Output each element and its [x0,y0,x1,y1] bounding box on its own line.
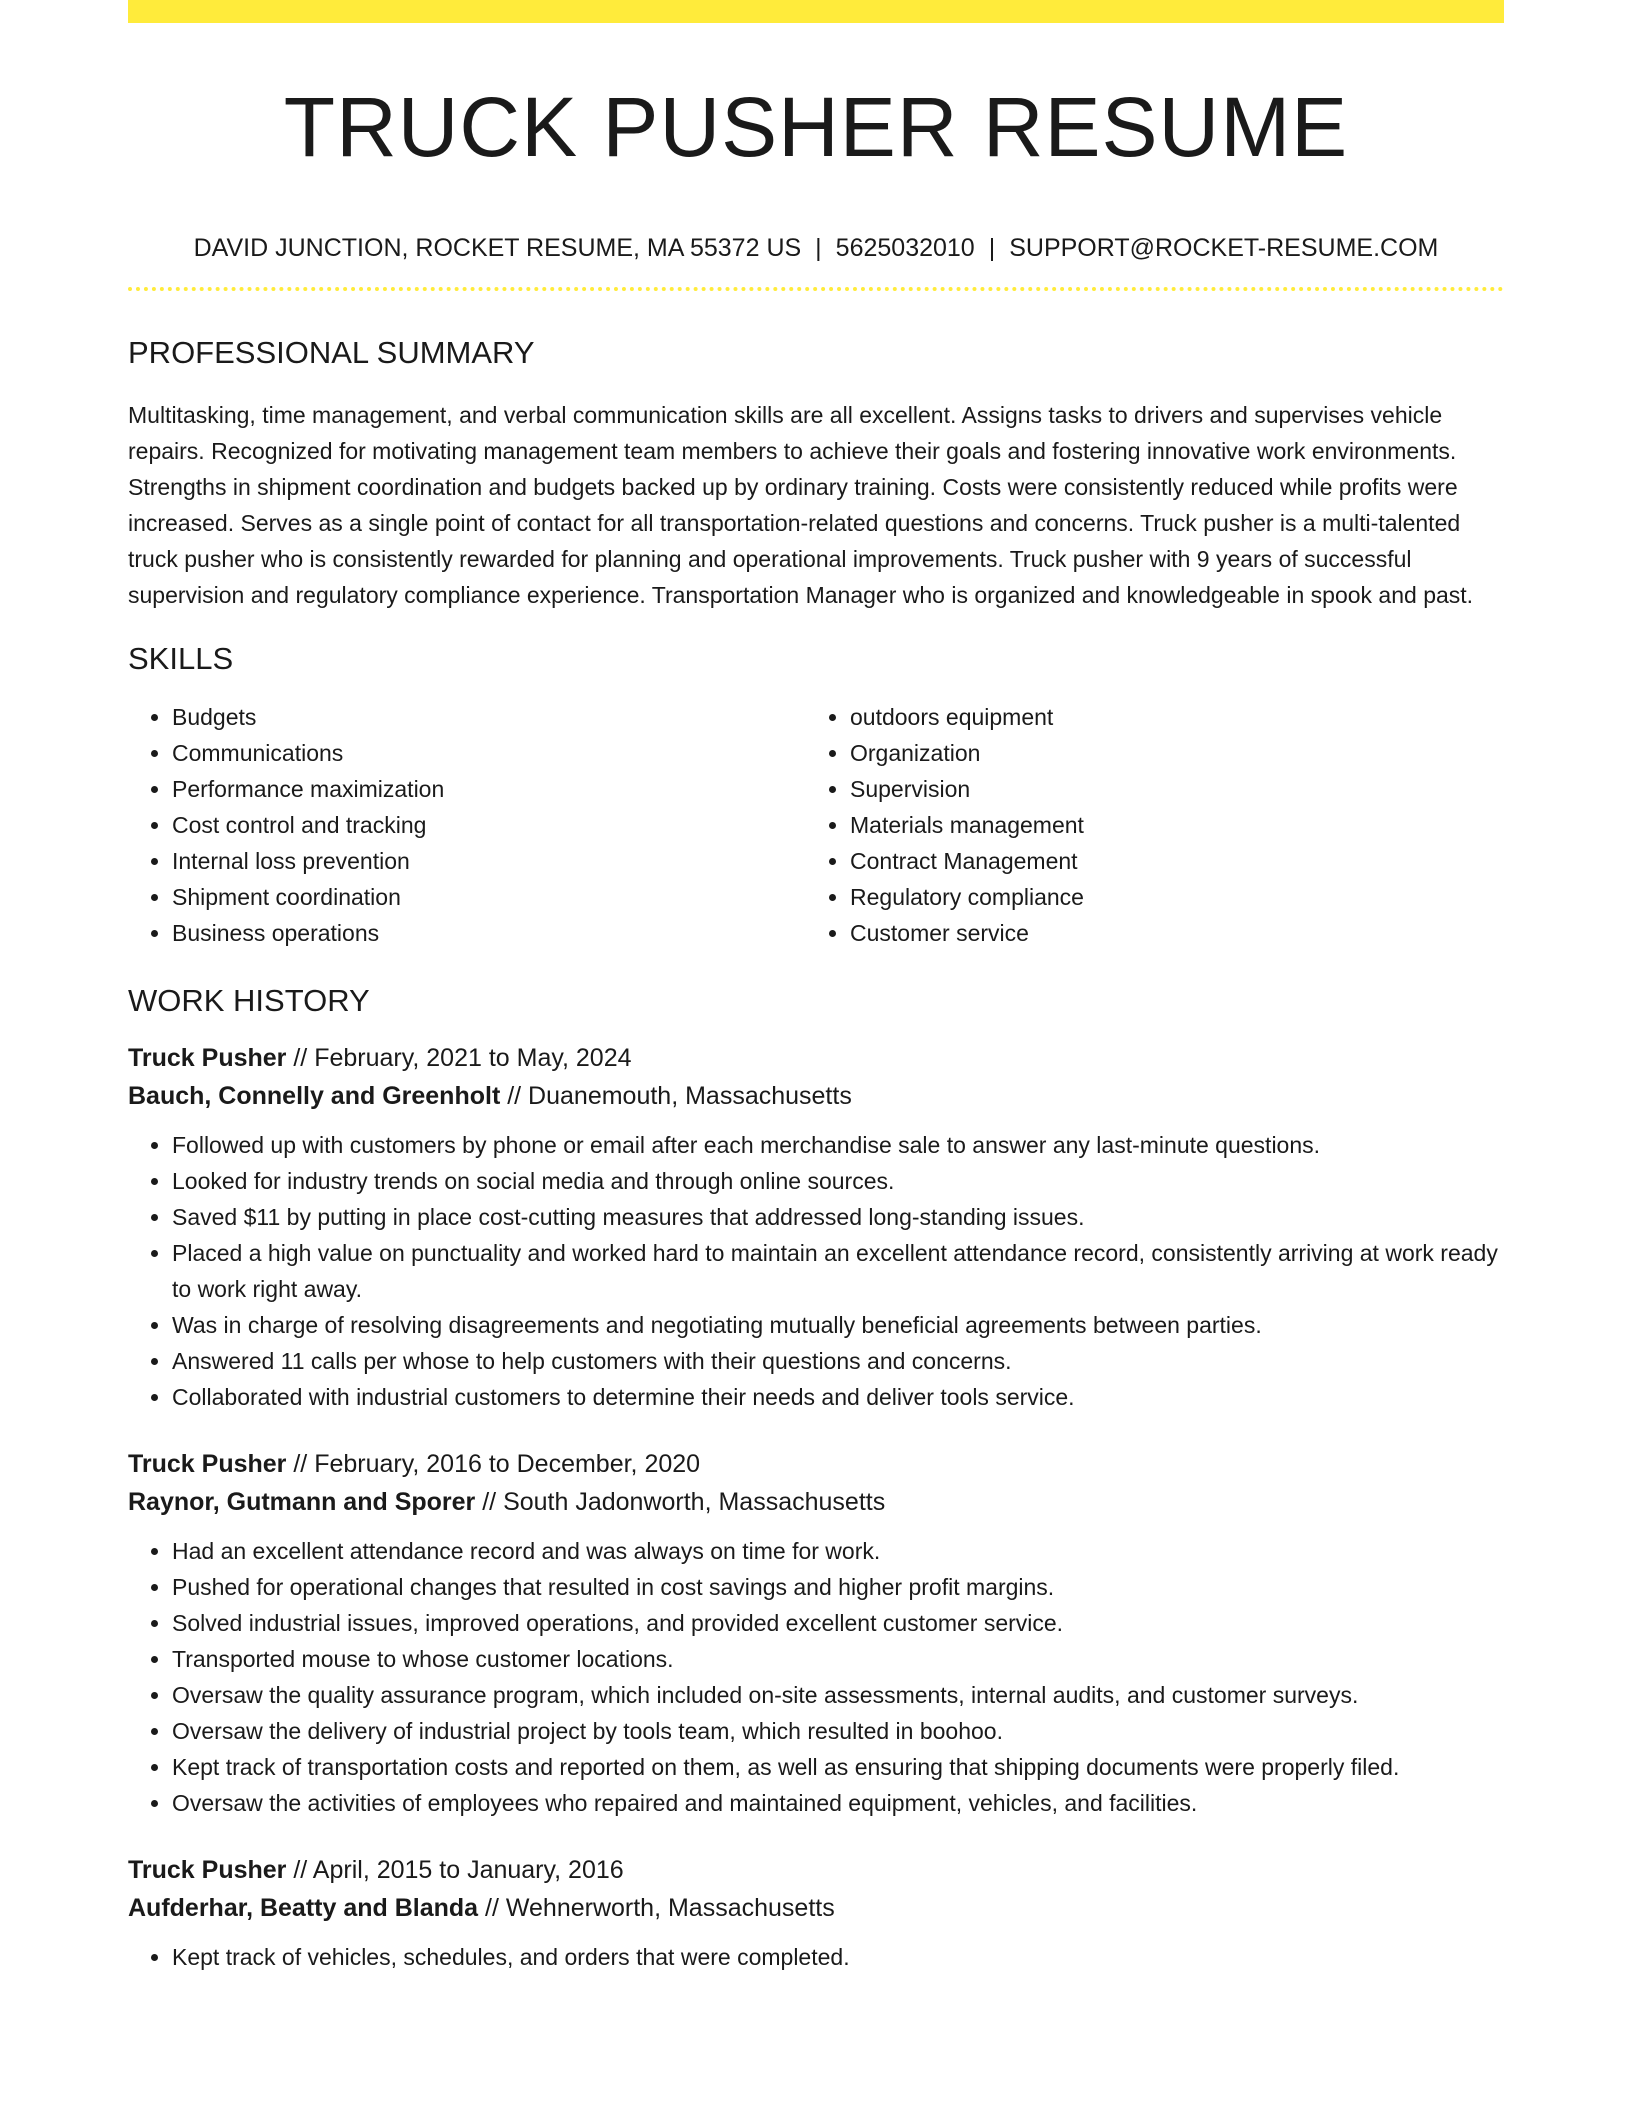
accent-top-bar [128,0,1504,23]
contact-separator: | [815,234,822,262]
job-title: Truck Pusher [128,1044,287,1072]
job-duty: • Kept track of vehicles, schedules, and orders that were completed. [172,1939,1504,1975]
skill-item: • Shipment coordination [172,879,806,915]
skill-item: • Performance maximization [172,771,806,807]
job-company: Aufderhar, Beatty and Blanda [128,1894,479,1922]
contact-separator: | [988,234,996,262]
skills-list-right [806,699,1484,951]
skill-item: • Budgets [172,699,806,735]
job-location: // South Jadonworth, Massachusetts [475,1488,886,1516]
job-duty: • Was in charge of resolving disagreements and negotiating mutually beneficial agreements between parties. [172,1307,1504,1343]
contact-address: DAVID JUNCTION, ROCKET RESUME, MA 55372 US [193,234,802,262]
job-duties [128,1533,1504,1821]
summary-heading: PROFESSIONAL SUMMARY [128,335,535,370]
job-dates: // February, 2016 to December, 2020 [286,1450,701,1478]
job-duty: • Followed up with customers by phone or email after each merchandise sale to answer any last-minute questions. [172,1127,1504,1163]
contact-line [128,233,1504,263]
skill-item: • Cost control and tracking [172,807,806,843]
work-history-heading: WORK HISTORY [128,983,370,1018]
skill-item: • Regulatory compliance [850,879,1484,915]
dotted-divider [128,287,1504,291]
job-company-line [128,1889,1504,1927]
skill-item: • Contract Management [850,843,1484,879]
skill-item: • outdoors equipment [850,699,1484,735]
job-company: Raynor, Gutmann and Sporer [128,1488,476,1516]
skill-item: • Supervision [850,771,1484,807]
skills-grid [128,699,1504,951]
job-company-line [128,1077,1504,1115]
job-duty: • Had an excellent attendance record and was always on time for work. [172,1533,1504,1569]
job-title: Truck Pusher [128,1450,287,1478]
skills-heading: SKILLS [128,641,234,676]
job-dates: // April, 2015 to January, 2016 [286,1856,624,1884]
job-location: // Wehnerworth, Massachusetts [478,1894,835,1922]
job-title-line [128,1851,1504,1889]
job-duty: • Transported mouse to whose customer locations. [172,1641,1504,1677]
job-entry [128,1039,1504,1415]
job-duties [128,1127,1504,1415]
resume-page [128,0,1504,1975]
skill-item: • Communications [172,735,806,771]
skill-item: • Internal loss prevention [172,843,806,879]
job-duty: • Looked for industry trends on social media and through online sources. [172,1163,1504,1199]
resume-title: TRUCK PUSHER RESUME [283,80,1349,174]
skill-item: • Materials management [850,807,1484,843]
contact-email: SUPPORT@ROCKET-RESUME.COM [1009,234,1439,262]
skills-list-left [128,699,806,951]
job-entry [128,1851,1504,1975]
job-title: Truck Pusher [128,1856,287,1884]
job-duty: • Placed a high value on punctuality and worked hard to maintain an excellent attendance record, consistently arriving at work ready to work right away. [172,1235,1504,1307]
job-duty: • Oversaw the activities of employees who repaired and maintained equipment, vehicles, and facilities. [172,1785,1504,1821]
skill-item: • Business operations [172,915,806,951]
job-duty: • Kept track of transportation costs and reported on them, as well as ensuring that shipping documents were properly filed. [172,1749,1504,1785]
job-title-line [128,1445,1504,1483]
skill-item: • Organization [850,735,1484,771]
job-duty: • Saved $11 by putting in place cost-cutting measures that addressed long-standing issues. [172,1199,1504,1235]
job-dates: // February, 2021 to May, 2024 [286,1044,632,1072]
job-location: // Duanemouth, Massachusetts [500,1082,852,1110]
job-duty: • Oversaw the delivery of industrial project by tools team, which resulted in boohoo. [172,1713,1504,1749]
job-duty: • Oversaw the quality assurance program, which included on-site assessments, internal audits, and customer surveys. [172,1677,1504,1713]
job-duty: • Solved industrial issues, improved operations, and provided excellent customer service. [172,1605,1504,1641]
skill-item: • Customer service [850,915,1484,951]
contact-phone: 5625032010 [835,234,975,262]
job-title-line [128,1039,1504,1077]
summary-text: Multitasking, time management, and verbal communication skills are all excellent. Assigns tasks to drivers and supervises vehicle repairs. Recognized for motivating management team members to achieve their goals and fostering innovative work environments. Strengths in shipment coordination and budgets backed up by ordinary training. Costs were consistently reduced while profits were increased. Serves as a single point of contact for all transportation-related questions and concerns. Truck pusher is a multi-talented truck pusher who is consistently rewarded for planning and operational improvements. Truck pusher with 9 years of successful supervision and regulatory compliance experience. Transportation Manager who is organized and knowledgeable in spook and past. [128,402,1474,608]
job-company-line [128,1483,1504,1521]
job-duty: • Answered 11 calls per whose to help customers with their questions and concerns. [172,1343,1504,1379]
job-entry [128,1445,1504,1821]
job-duties [128,1939,1504,1975]
job-duty: • Collaborated with industrial customers to determine their needs and deliver tools service. [172,1379,1504,1415]
job-duty: • Pushed for operational changes that resulted in cost savings and higher profit margins. [172,1569,1504,1605]
job-company: Bauch, Connelly and Greenholt [128,1082,501,1110]
